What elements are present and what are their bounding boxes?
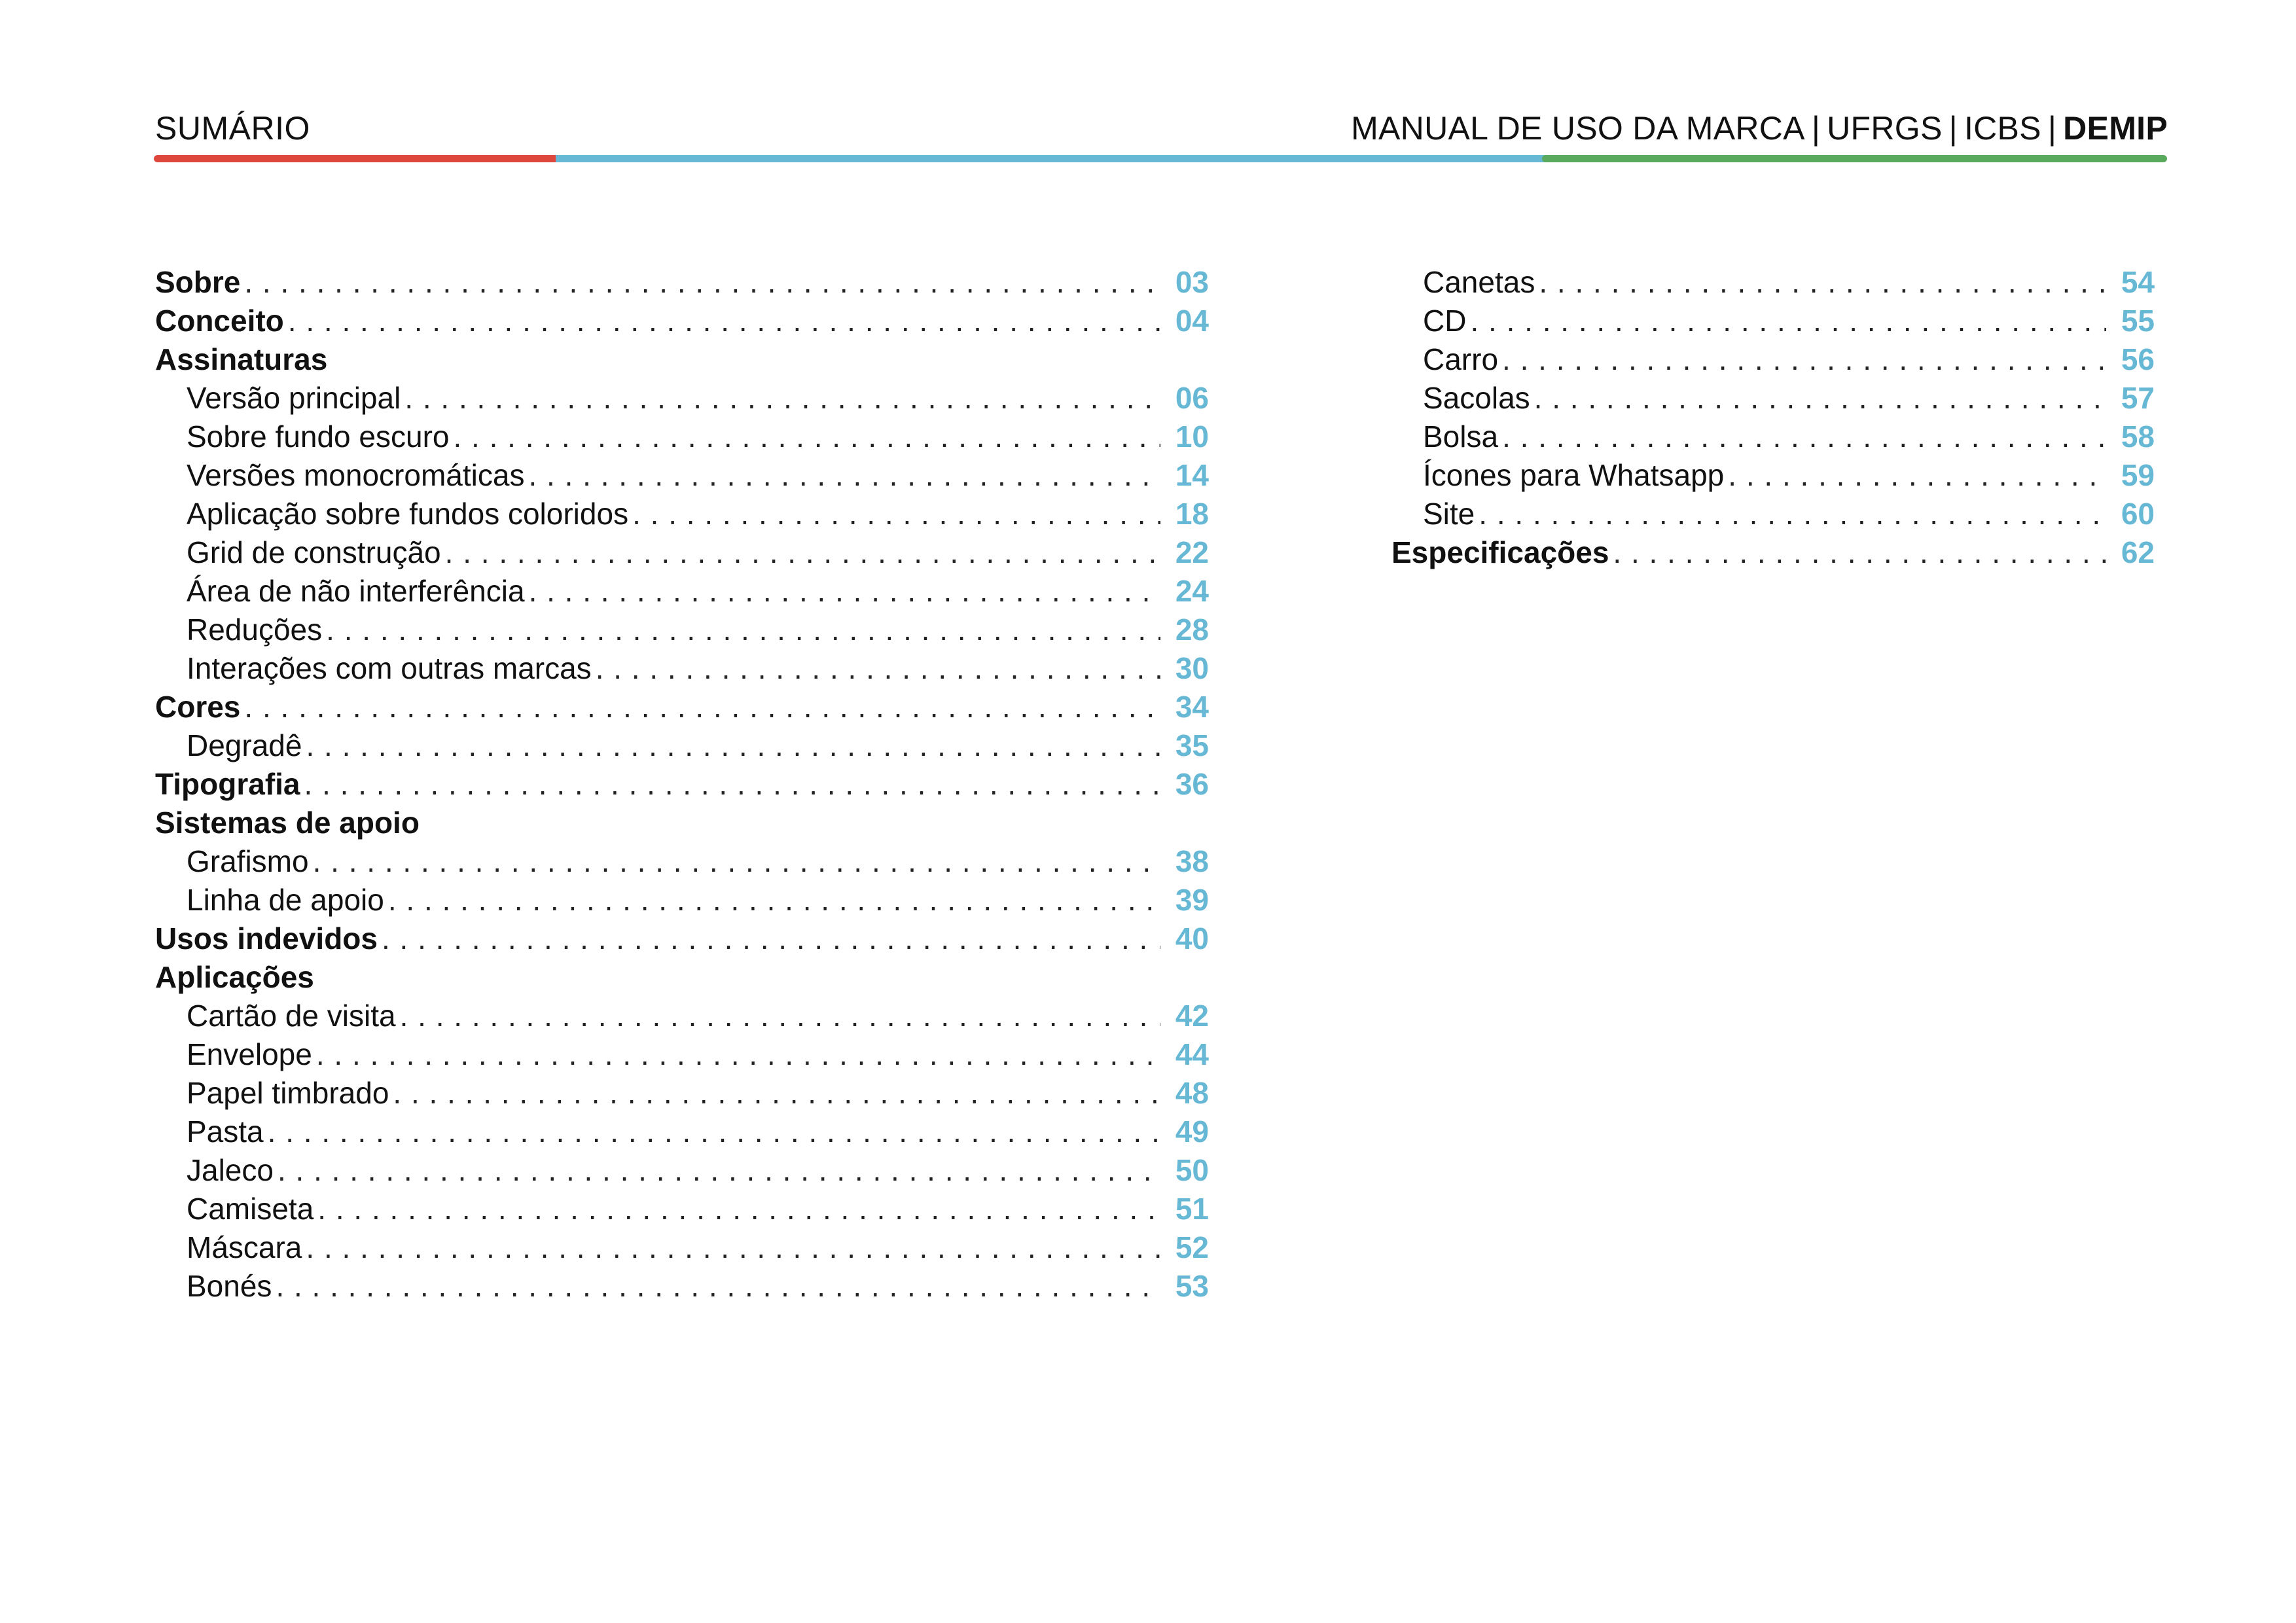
toc-entry-label: Canetas: [1423, 265, 1535, 299]
toc-entry-page: 24: [1175, 574, 1209, 608]
manual-title: [1351, 109, 2168, 148]
toc-dot-leader: [393, 1074, 1160, 1113]
manual-title-part: DEMIP: [2063, 110, 2168, 147]
toc-entry-page: 28: [1175, 613, 1209, 647]
toc-entry-page: 56: [2121, 342, 2155, 376]
toc-entry-label: Sacolas: [1423, 381, 1530, 415]
toc-dot-leader: [313, 842, 1160, 881]
toc-entry-page: 40: [1175, 921, 1209, 955]
toc-entry[interactable]: [155, 958, 1209, 997]
toc-entry-page: 51: [1175, 1192, 1209, 1226]
toc-entry[interactable]: [155, 997, 1209, 1035]
toc-entry-label: Degradê: [187, 728, 302, 762]
toc-dot-leader: [1534, 379, 2106, 418]
toc-entry-label: Jaleco: [187, 1153, 274, 1187]
toc-entry-label: Site: [1423, 497, 1475, 531]
toc-entry-label: Ícones para Whatsapp: [1423, 458, 1725, 492]
toc-dot-leader: [317, 1190, 1160, 1228]
toc-entry[interactable]: [155, 919, 1209, 958]
toc-entry-label: Grafismo: [187, 844, 309, 878]
toc-entry-label: Papel timbrado: [187, 1076, 389, 1110]
toc-entry-page: 49: [1175, 1115, 1209, 1149]
toc-entry[interactable]: [155, 572, 1209, 611]
toc-dot-leader: [244, 688, 1160, 726]
toc-entry[interactable]: [155, 379, 1209, 418]
toc-dot-leader: [1539, 263, 2106, 302]
toc-entry[interactable]: [155, 340, 1209, 379]
toc-entry-label: Versão principal: [187, 381, 401, 415]
toc-entry-label: Especificações: [1391, 535, 1609, 569]
toc-entry-label: Área de não interferência: [187, 574, 525, 608]
toc-entry-page: 60: [2121, 497, 2155, 531]
toc-entry-label: Tipografia: [155, 767, 300, 801]
toc-entry-label: Sistemas de apoio: [155, 806, 420, 840]
toc-entry[interactable]: [1391, 533, 2155, 572]
toc-entry-label: Interações com outras marcas: [187, 651, 592, 685]
toc-dot-leader: [528, 456, 1160, 495]
toc-dot-leader: [1479, 495, 2106, 533]
toc-entry-page: 38: [1175, 844, 1209, 878]
toc-dot-leader: [268, 1113, 1160, 1151]
toc-entry[interactable]: [155, 533, 1209, 572]
toc-entry-label: Conceito: [155, 304, 284, 338]
toc-entry-label: Assinaturas: [155, 342, 328, 376]
toc-entry-page: 36: [1175, 767, 1209, 801]
toc-entry-label: CD: [1423, 304, 1467, 338]
toc-entry[interactable]: [1391, 418, 2155, 456]
toc-entry[interactable]: [1391, 340, 2155, 379]
toc-entry[interactable]: [155, 495, 1209, 533]
toc-dot-leader: [400, 997, 1160, 1035]
toc-entry-page: 34: [1175, 690, 1209, 724]
toc-entry-page: 42: [1175, 999, 1209, 1033]
toc-entry-page: 58: [2121, 419, 2155, 454]
toc-entry[interactable]: [1391, 263, 2155, 302]
toc-entry-page: 62: [2121, 535, 2155, 569]
toc-entry-label: Sobre fundo escuro: [187, 419, 450, 454]
toc-entry-label: Versões monocromáticas: [187, 458, 525, 492]
toc-entry[interactable]: [155, 1267, 1209, 1306]
toc-dot-leader: [1470, 302, 2106, 340]
toc-column-left: [155, 263, 1209, 1306]
toc-entry[interactable]: [155, 456, 1209, 495]
toc-entry[interactable]: [155, 1151, 1209, 1190]
manual-title-part: UFRGS: [1827, 110, 1943, 147]
toc-entry[interactable]: [155, 1074, 1209, 1113]
toc-dot-leader: [288, 302, 1160, 340]
toc-entry-page: 22: [1175, 535, 1209, 569]
toc-entry-label: Máscara: [187, 1230, 302, 1264]
toc-entry-label: Usos indevidos: [155, 921, 378, 955]
toc-entry-label: Reduções: [187, 613, 323, 647]
toc-dot-leader: [316, 1035, 1160, 1074]
toc-dot-leader: [1502, 418, 2106, 456]
toc-entry[interactable]: [155, 302, 1209, 340]
toc-entry-page: 35: [1175, 728, 1209, 762]
separator: |: [2047, 110, 2057, 147]
toc-entry[interactable]: [155, 688, 1209, 726]
page-title: SUMÁRIO: [155, 110, 310, 147]
toc-dot-leader: [388, 881, 1160, 919]
toc-entry-page: 18: [1175, 497, 1209, 531]
toc-dot-leader: [404, 379, 1160, 418]
toc-dot-leader: [326, 611, 1160, 649]
toc-dot-leader: [596, 649, 1160, 688]
header-rule-blue: [556, 155, 1547, 162]
toc-entry-label: Pasta: [187, 1115, 264, 1149]
toc-entry[interactable]: [155, 263, 1209, 302]
toc-entry-page: 48: [1175, 1076, 1209, 1110]
toc-entry-page: 30: [1175, 651, 1209, 685]
separator: |: [1811, 110, 1821, 147]
toc-dot-leader: [529, 572, 1160, 611]
toc-entry-label: Aplicação sobre fundos coloridos: [187, 497, 629, 531]
toc-entry-label: Envelope: [187, 1037, 312, 1071]
toc-entry-page: 03: [1175, 265, 1209, 299]
header-rule-red: [154, 155, 561, 162]
toc-entry[interactable]: [155, 418, 1209, 456]
toc-entry-label: Cartão de visita: [187, 999, 396, 1033]
separator: |: [1948, 110, 1958, 147]
toc-dot-leader: [454, 418, 1161, 456]
toc-dot-leader: [445, 533, 1160, 572]
header-rule-green: [1542, 155, 2167, 162]
toc-dot-leader: [276, 1267, 1160, 1306]
toc-entry-label: Bonés: [187, 1269, 272, 1303]
toc-entry-label: Sobre: [155, 265, 241, 299]
toc-entry-page: 10: [1175, 419, 1209, 454]
toc-entry[interactable]: [1391, 302, 2155, 340]
toc-entry[interactable]: [155, 1113, 1209, 1151]
toc-entry-page: 59: [2121, 458, 2155, 492]
toc-entry-page: 57: [2121, 381, 2155, 415]
toc-entry[interactable]: [1391, 495, 2155, 533]
toc-entry[interactable]: [155, 842, 1209, 881]
toc-entry[interactable]: [155, 1228, 1209, 1267]
toc-dot-leader: [304, 765, 1160, 804]
toc-entry-label: Bolsa: [1423, 419, 1499, 454]
toc-dot-leader: [1613, 533, 2106, 572]
toc-entry-page: 44: [1175, 1037, 1209, 1071]
toc-entry[interactable]: [155, 1190, 1209, 1228]
toc-entry-page: 54: [2121, 265, 2155, 299]
toc-entry-page: 53: [1175, 1269, 1209, 1303]
toc-entry[interactable]: [155, 649, 1209, 688]
toc-entry-page: 14: [1175, 458, 1209, 492]
toc-entry-label: Aplicações: [155, 960, 314, 994]
toc-dot-leader: [1728, 456, 2106, 495]
toc-entry[interactable]: [155, 765, 1209, 804]
toc-entry-page: 39: [1175, 883, 1209, 917]
toc-dot-leader: [632, 495, 1160, 533]
toc-entry-label: Cores: [155, 690, 241, 724]
toc-dot-leader: [382, 919, 1160, 958]
toc-entry-label: Linha de apoio: [187, 883, 384, 917]
toc-entry-page: 04: [1175, 304, 1209, 338]
toc-entry[interactable]: [155, 611, 1209, 649]
toc-entry-page: 06: [1175, 381, 1209, 415]
toc-dot-leader: [306, 1228, 1160, 1267]
toc-dot-leader: [244, 263, 1160, 302]
toc-entry[interactable]: [155, 804, 1209, 842]
toc-entry-label: Camiseta: [187, 1192, 314, 1226]
toc-entry-page: 50: [1175, 1153, 1209, 1187]
manual-title-part: ICBS: [1964, 110, 2041, 147]
toc-entry-page: 52: [1175, 1230, 1209, 1264]
toc-entry-page: 55: [2121, 304, 2155, 338]
toc-dot-leader: [278, 1151, 1160, 1190]
toc-dot-leader: [1502, 340, 2106, 379]
toc-entry[interactable]: [155, 726, 1209, 765]
toc-entry[interactable]: [1391, 456, 2155, 495]
toc-entry-label: Carro: [1423, 342, 1499, 376]
toc-entry[interactable]: [1391, 379, 2155, 418]
toc-entry[interactable]: [155, 1035, 1209, 1074]
toc-dot-leader: [306, 726, 1160, 765]
manual-title-part: MANUAL DE USO DA MARCA: [1351, 110, 1805, 147]
toc-column-right: [1391, 263, 2155, 572]
toc-entry-label: Grid de construção: [187, 535, 441, 569]
toc-entry[interactable]: [155, 881, 1209, 919]
